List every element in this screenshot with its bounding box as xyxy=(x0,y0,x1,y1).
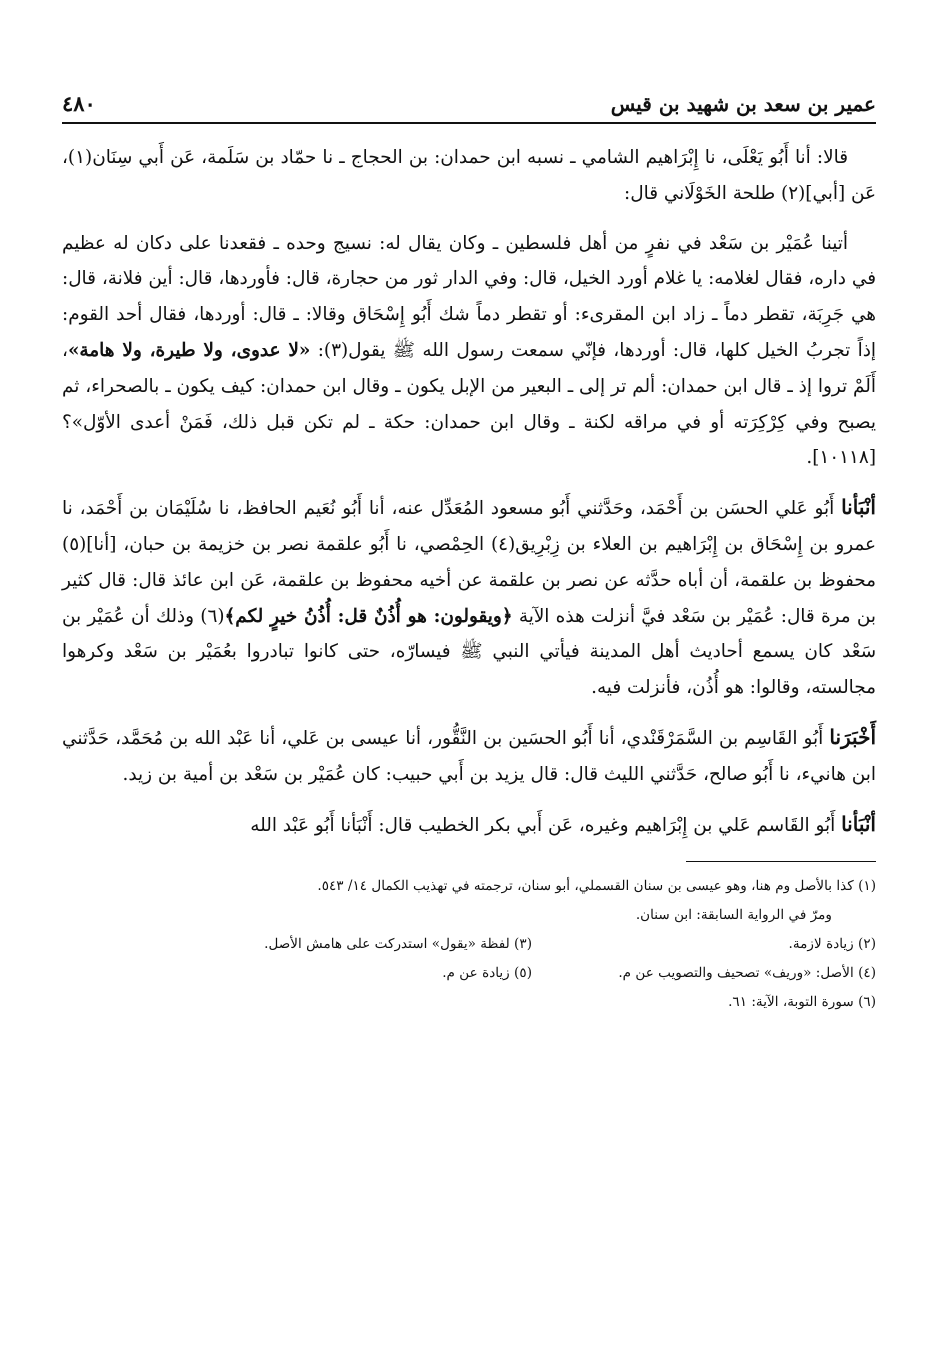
hadith-quote: «لا عدوى، ولا طيرة، ولا هامة» xyxy=(67,339,311,361)
footnote-5: (٥) زيادة عن م. xyxy=(442,965,532,982)
paragraph-text-after: ، أَلَمْ تروا إذ ـ قال ابن حمدان: ألم تر إلى ـ البعير من الإبل يكون ـ وقال ابن حمدان: كيف يكون ـ بالصحراء، ثم يصبح وفي كِرْكِرَته أو في مراقه لكنة ـ وقال ابن حمدان: حكة ـ لم تكن قبل ذلك، فَمَنْ أعدى الأوّل»؟[١٠١١٨]. xyxy=(62,339,876,469)
paragraph-text: أَبُو القَاسم عَلي بن إِبْرَاهيم وغيره، عَن أَبي بكر الخطيب قال: أَنْبَأنا أَبُو عَبْد الله xyxy=(250,814,842,836)
main-text xyxy=(62,140,876,843)
paragraph-text: أَبُو القَاسِم بن السَّمَرْقَنْدي، أنا أَبُو الحسَين بن النَّقُّور، أنا عيسى بن عَلي، أنا عَبْد الله بن مُحَمَّد، حَدَّثني ابن هانيء، نا أَبُو صالح، حَدَّثني الليث قال: قال يزيد بن أَبي حبيب: كان عُمَيْر بن سَعْد بن أمية بن زيد. xyxy=(62,727,876,785)
paragraph-narration xyxy=(62,226,876,477)
footnote-row-4 xyxy=(62,988,876,1017)
lead-word: أنْبَأنا xyxy=(841,495,876,520)
footnote-4: (٤) الأصل: «وريف» تصحيف والتصويب عن م. xyxy=(618,965,876,982)
page-number: ٤٨٠ xyxy=(62,91,96,116)
footnotes xyxy=(62,872,876,1017)
paragraph-text-before: أتينا عُمَيْر بن سَعْد في نفرٍ من أهل فلسطين ـ وكان يقال له: نسيج وحده ـ فقعدنا على دكان له عظيم في داره، فقال لغلامه: يا غلام أورد الخيل، قال: وفي الدار ثور من حجارة، قال: فأوردها، قال: أين فلانة، قال: هي جَرِبَة، تقطر دماً ـ زاد ابن المقرىء: أو تقطر دماً شك أَبُو إِسْحَاق وقالا: ـ قال: أوردها، فقال أحد القوم: إذاً تجربُ الخيل كلها، قال: أوردها، فإنّي سمعت رسول الله ﷺ يقول(٣): xyxy=(62,232,877,361)
paragraph-anbana-1 xyxy=(62,490,876,706)
paragraph-isnad-opening xyxy=(62,140,876,212)
paragraph-text-after: (٦) وذلك أن عُمَيْر بن سَعْد كان يسمع أحاديث أهل المدينة فيأتي النبي ﷺ فيسارّه، حتى كانوا تبادروا بعُمَيْر بن سَعْد وكرهوا مجالسته، وقالوا: هو أُذُن، فأنزلت فيه. xyxy=(62,605,876,699)
lead-word: أنْبَأنا xyxy=(841,811,876,836)
footnote-row-3 xyxy=(62,959,876,988)
quran-verse: ﴿ويقولون: هو أُذُنٌ قل: أُذُنُ خيرٍ لكم﴾ xyxy=(224,605,513,627)
footnote-2: (٢) زيادة لازمة. xyxy=(788,936,876,953)
paragraph-text-before: أَبُو عَلي الحسَن بن أَحْمَد، وحَدَّثني أَبُو مسعود المُعَدِّل عنه، أنا أَبُو نُعَيم الحافظ، نا سُلَيْمَان بن أَحْمَد، نا عمرو بن إِسْحَاق بن إِبْرَاهيم بن العلاء بن زِبْرِيق(٤) الحِمْصي، نا أَبُو علقمة نصر بن خزيمة بن حبان، [أنا](٥) محفوظ بن علقمة، أن أباه حدَّثه عن نصر بن علقمة عن أخيه محفوظ بن علقمة، عَن ابن عائذ قال: قال كثير بن مرة قال: عُمَيْر بن سَعْد فيَّ أنزلت هذه الآية xyxy=(62,498,877,627)
lead-word: أَخْبَرَنا xyxy=(829,724,876,749)
running-title: عمير بن سعد بن شهيد بن قيس xyxy=(610,92,876,116)
page-header xyxy=(62,84,876,124)
book-page xyxy=(62,84,876,1017)
paragraph-text: قالا: أنا أَبُو يَعْلَى، نا إِبْرَاهيم الشامي ـ نسبه ابن حمدان: بن الحجاج ـ نا حمّاد بن سَلَمة، عَن أَبي سِنَان(١)، عَن [أبي](٢) طلحة الخَوْلَاني قال: xyxy=(62,147,876,204)
footnote-3: (٣) لفظة «يقول» استدركت على هامش الأصل. xyxy=(264,936,532,953)
paragraph-anbana-2 xyxy=(62,807,876,844)
footnote-row-1 xyxy=(62,872,876,901)
footnote-6: (٦) سورة التوبة، الآية: ٦١. xyxy=(728,994,876,1011)
footnote-1: (١) كذا بالأصل وم هنا، وهو عيسى بن سنان القسملي، أبو سنان، ترجمته في تهذيب الكمال ١٤/ ٥٤٣. xyxy=(317,878,876,895)
footnote-1-continued: ومرّ في الرواية السابقة: ابن سنان. xyxy=(635,907,832,924)
footnote-divider xyxy=(686,861,876,862)
footnote-row-1-cont xyxy=(62,901,876,930)
footnote-row-2 xyxy=(62,930,876,959)
paragraph-akhbarana xyxy=(62,720,876,793)
